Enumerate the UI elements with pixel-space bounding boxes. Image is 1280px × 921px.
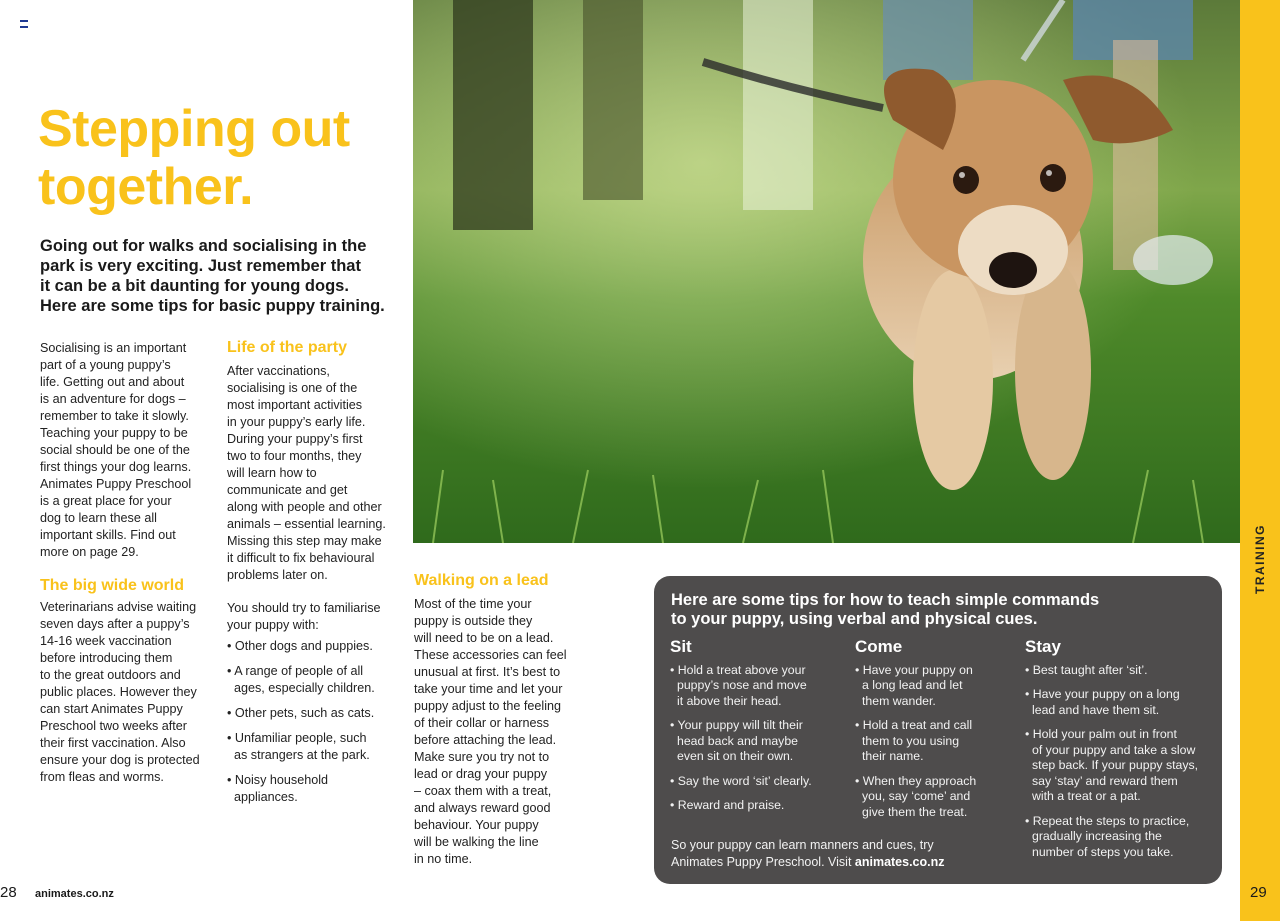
text-line: their first vaccination. Also (40, 736, 186, 750)
text-line: dog to learn these all (40, 511, 157, 525)
life-of-party-paragraph (227, 363, 397, 584)
tips-title-line: to your puppy, using verbal and physical cues. (671, 610, 1038, 628)
text-line: ensure your dog is protected (40, 753, 200, 767)
text-line: part of a young puppy’s (40, 358, 171, 372)
tips-footer (671, 837, 945, 871)
tips-footer-text: Animates Puppy Preschool. Visit (671, 855, 855, 869)
text-line: in your puppy’s early life. (227, 415, 366, 429)
text-line: animals – essential learning. (227, 517, 386, 531)
text-line: and always reward good (414, 801, 551, 815)
tips-column-stay (1025, 639, 1215, 869)
text-line: will learn how to (227, 466, 317, 480)
text-line: most important activities (227, 398, 363, 412)
list-item-line: • Best taught after ‘sit’. (1025, 662, 1148, 677)
list-item (855, 663, 1020, 710)
heading-sit: Sit (670, 637, 692, 656)
text-line: – coax them with a treat, (414, 784, 552, 798)
familiarise-list (227, 638, 397, 806)
animates-link[interactable]: animates.co.nz (854, 855, 945, 869)
list-item-line: • Have your puppy on a long (1025, 687, 1180, 701)
text-line: from fleas and worms. (40, 770, 164, 784)
tips-footer-line (671, 854, 945, 871)
list-item-line: • Your puppy will tilt their (670, 718, 803, 732)
list-item-line: say ‘stay’ and reward them (1032, 773, 1178, 788)
list-item-line: ages, especially children. (234, 681, 375, 695)
list-item-line: them to you using (862, 733, 960, 748)
text-line: it difficult to fix behavioural (227, 551, 375, 565)
text-line: important skills. Find out (40, 528, 176, 542)
list-item-line: lead and have them sit. (1032, 702, 1160, 717)
list-item-line: puppy’s nose and move (677, 678, 807, 692)
list-item (227, 730, 397, 764)
text-line: lead or drag your puppy (414, 767, 548, 781)
text-line: puppy is outside they (414, 614, 533, 628)
text-line: unusual at first. It’s best to (414, 665, 561, 679)
text-line: Preschool two weeks after (40, 719, 187, 733)
text-line: of their collar or harness (414, 716, 550, 730)
page-number-left: 28 (0, 884, 17, 901)
text-line: is an adventure for dogs – (40, 392, 186, 406)
list-item-line: gradually increasing the (1032, 829, 1162, 843)
title-line: together. (38, 158, 254, 216)
list-item-line: step back. If your puppy stays, (1032, 758, 1199, 772)
list-item-line: with a treat or a pat. (1032, 789, 1141, 803)
text-line: behaviour. Your puppy (414, 818, 539, 832)
familiarise-paragraph (227, 600, 397, 634)
title-line: Stepping out (38, 100, 350, 158)
text-line: socialising is one of the (227, 381, 358, 395)
text-line: more on page 29. (40, 545, 139, 559)
sidebar-label-text: TRAINING (1253, 524, 1267, 594)
list-item (855, 718, 1020, 765)
text-line: communicate and get (227, 483, 348, 497)
intro-line: Here are some tips for basic puppy training. (40, 297, 385, 315)
text-line: During your puppy’s first (227, 432, 363, 446)
page-number-right: 29 (1250, 884, 1267, 901)
text-line: Veterinarians advise waiting (40, 600, 197, 614)
intro-line: it can be a bit daunting for young dogs. (40, 277, 349, 295)
list-item-line: • A range of people of all (227, 664, 364, 678)
flag-icon (20, 20, 28, 27)
text-line: Animates Puppy Preschool (40, 477, 192, 491)
text-line: remember to take it slowly. (40, 409, 189, 423)
list-item (855, 774, 1020, 821)
tips-column-come (855, 639, 1020, 829)
text-line: in no time. (414, 852, 473, 866)
text-line: After vaccinations, (227, 364, 330, 378)
list-item (1025, 687, 1215, 718)
tips-column-sit (670, 639, 850, 823)
list-item-line: • Have your puppy on (855, 662, 973, 677)
list-item-line: it above their head. (677, 693, 782, 708)
list-item-line: appliances. (234, 790, 298, 804)
list-item-line: number of steps you take. (1032, 844, 1174, 859)
text-line: life. Getting out and about (40, 375, 185, 389)
heading-come: Come (855, 637, 903, 656)
tips-title (671, 591, 1099, 629)
come-list (855, 663, 1020, 821)
column-life-of-party (227, 338, 397, 814)
list-item (1025, 727, 1215, 805)
column-walking-lead (414, 571, 584, 868)
text-line: first things your dog learns. (40, 460, 192, 474)
big-wide-world-paragraph (40, 599, 215, 786)
sit-list (670, 663, 850, 814)
list-item-line: a long lead and let (862, 678, 963, 692)
list-item-line: • Other dogs and puppies. (227, 639, 373, 653)
section-sidebar (1240, 0, 1280, 921)
list-item-line: their name. (862, 749, 924, 763)
list-item (670, 798, 850, 814)
text-line: public places. However they (40, 685, 197, 699)
list-item-line: • Hold a treat above your (670, 662, 806, 677)
list-item-line: • When they approach (855, 773, 977, 788)
list-item (670, 774, 850, 790)
text-line: You should try to familiarise (227, 601, 381, 615)
list-item (227, 772, 397, 806)
list-item-line: as strangers at the park. (234, 748, 370, 762)
list-item (227, 705, 397, 722)
list-item-line: • Say the word ‘sit’ clearly. (670, 773, 812, 788)
list-item (1025, 663, 1215, 679)
text-line: take your time and let your (414, 682, 563, 696)
list-item-line: head back and maybe (677, 733, 799, 748)
text-line: before introducing them (40, 651, 173, 665)
walking-lead-paragraph (414, 596, 584, 868)
list-item-line: • Hold a treat and call (855, 718, 973, 732)
list-item-line: • Other pets, such as cats. (227, 706, 375, 720)
tips-footer-line: So your puppy can learn manners and cues, try (671, 838, 934, 852)
list-item (670, 663, 850, 710)
socialising-paragraph (40, 340, 215, 561)
text-line: 14-16 week vaccination (40, 634, 172, 648)
page-title (38, 100, 418, 216)
intro-line: Going out for walks and socialising in the (40, 237, 367, 255)
text-line: to the great outdoors and (40, 668, 181, 682)
list-item-line: • Noisy household (227, 773, 329, 787)
column-socialising (40, 340, 215, 786)
site-url[interactable]: animates.co.nz (35, 888, 114, 900)
list-item-line: • Repeat the steps to practice, (1025, 813, 1190, 828)
text-line: will need to be on a lead. (414, 631, 554, 645)
list-item (1025, 814, 1215, 861)
heading-stay: Stay (1025, 637, 1061, 656)
text-line: Socialising is an important (40, 341, 187, 355)
text-line: two to four months, they (227, 449, 362, 463)
stay-list (1025, 663, 1215, 861)
puppy-photo (413, 0, 1240, 543)
list-item-line: them wander. (862, 693, 936, 708)
text-line: your puppy with: (227, 618, 319, 632)
list-item (227, 638, 397, 655)
text-line: Make sure you try not to (414, 750, 550, 764)
list-item-line: • Reward and praise. (670, 798, 785, 812)
intro-line: park is very exciting. Just remember that (40, 257, 361, 275)
text-line: Missing this step may make (227, 534, 382, 548)
text-line: is a great place for your (40, 494, 172, 508)
list-item-line: you, say ‘come’ and (862, 789, 971, 803)
text-line: problems later on. (227, 568, 328, 582)
sidebar-label (1246, 524, 1274, 594)
heading-big-wide-world: The big wide world (40, 577, 184, 594)
heading-walking-on-lead: Walking on a lead (414, 572, 549, 589)
text-line: will be walking the line (414, 835, 539, 849)
text-line: along with people and other (227, 500, 382, 514)
text-line: Most of the time your (414, 597, 532, 611)
text-line: can start Animates Puppy (40, 702, 183, 716)
heading-life-of-party: Life of the party (227, 339, 348, 356)
text-line: puppy adjust to the feeling (414, 699, 562, 713)
text-line: social should be one of the (40, 443, 190, 457)
list-item-line: • Hold your palm out in front (1025, 727, 1177, 741)
list-item (670, 718, 850, 765)
text-line: seven days after a puppy’s (40, 617, 190, 631)
text-line: before attaching the lead. (414, 733, 557, 747)
list-item-line: give them the treat. (862, 804, 968, 819)
list-item-line: • Unfamiliar people, such (227, 731, 367, 745)
intro-paragraph (40, 236, 390, 316)
tips-title-line: Here are some tips for how to teach simple commands (671, 591, 1100, 609)
tips-box (654, 576, 1222, 884)
text-line: These accessories can feel (414, 648, 567, 662)
list-item-line: of your puppy and take a slow (1032, 742, 1196, 757)
text-line: Teaching your puppy to be (40, 426, 188, 440)
list-item-line: even sit on their own. (677, 749, 794, 763)
list-item (227, 663, 397, 697)
